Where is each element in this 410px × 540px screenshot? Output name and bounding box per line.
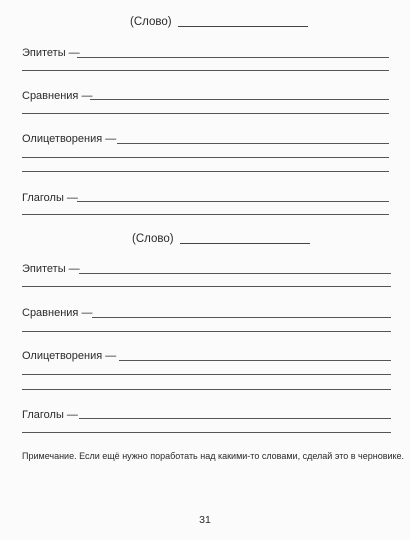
writing-line[interactable] xyxy=(77,57,389,58)
writing-line[interactable] xyxy=(22,374,391,375)
section-1-word-field xyxy=(130,16,308,28)
writing-line[interactable] xyxy=(79,273,391,274)
writing-line[interactable] xyxy=(77,201,389,202)
section-2-comparisons-label: Сравнения — xyxy=(22,307,93,319)
word-blank-line[interactable] xyxy=(178,25,308,27)
writing-line[interactable] xyxy=(92,317,391,318)
section-2-word-field xyxy=(132,233,310,245)
section-2-verbs-label: Глаголы — xyxy=(22,409,78,421)
writing-line[interactable] xyxy=(90,99,389,100)
page-number: 31 xyxy=(199,514,211,526)
section-2-title: (Слово) xyxy=(132,233,174,245)
section-1-epithets-label: Эпитеты — xyxy=(22,47,80,59)
writing-line[interactable] xyxy=(22,286,391,287)
writing-line[interactable] xyxy=(22,331,391,332)
writing-line[interactable] xyxy=(22,70,389,71)
writing-line[interactable] xyxy=(79,418,391,419)
word-blank-line[interactable] xyxy=(180,242,310,244)
section-2-epithets-label: Эпитеты — xyxy=(22,263,80,275)
writing-line[interactable] xyxy=(22,432,391,433)
section-1-comparisons-label: Сравнения — xyxy=(22,90,93,102)
writing-line[interactable] xyxy=(119,360,391,361)
section-2-personifications-label: Олицетворения — xyxy=(22,350,117,362)
section-1-title: (Слово) xyxy=(130,16,172,28)
writing-line[interactable] xyxy=(22,113,389,114)
writing-line[interactable] xyxy=(22,214,389,215)
writing-line[interactable] xyxy=(22,389,391,390)
section-1-verbs-label: Глаголы — xyxy=(22,192,78,204)
section-1-personifications-label: Олицетворения — xyxy=(22,133,117,145)
writing-line[interactable] xyxy=(22,171,389,172)
writing-line[interactable] xyxy=(117,143,389,144)
writing-line[interactable] xyxy=(22,157,389,158)
footnote: Примечание. Если ещё нужно поработать над какими-то словами, сделай это в черновике. xyxy=(22,451,405,461)
